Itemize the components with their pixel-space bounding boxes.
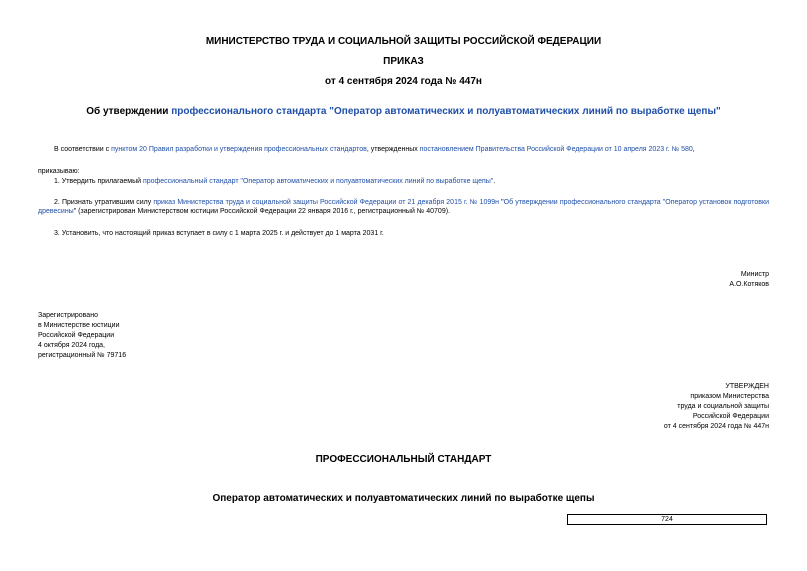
preamble-text-1: В соответствии с [54,146,112,153]
registration-number: 724 [661,516,673,523]
signature-position: Министр [740,271,769,278]
rules-point-20-link[interactable]: пунктом 20 Правил разработки и утверждения профессиональных стандартов [111,146,367,153]
item-1-end: . [493,178,496,185]
approval-line-4: Российской Федерации [692,413,769,420]
document-title [0,106,807,117]
title-standard-link[interactable]: профессионального стандарта "Оператор автоматических и полуавтоматических линий по выработке щепы" [171,106,721,117]
order-word: приказываю: [38,168,80,175]
item-2-end: " (зарегистрирован Министерством юстиции Российской Федерации 22 января 2016 г., регистрационный № 40709). [73,208,450,215]
approval-line-5: от 4 сентября 2024 года № 447н [663,423,769,430]
registration-line-3: Российской Федерации [38,332,115,339]
old-standard-link[interactable]: Об утверждении профессионального стандарта "Оператор установок подготовки древесины [38,199,769,215]
item-2-text: 2. Признать утратившим силу [54,199,154,206]
item-2 [38,198,769,216]
preamble-text-2: , утвержденных [366,146,420,153]
registration-number-box [567,514,767,525]
item-3: 3. Установить, что настоящий приказ вступает в силу с 1 марта 2025 г. и действует до 1 марта 2031 г. [54,230,384,237]
registration-line-2: в Министерстве юстиции [38,322,120,329]
approval-line-3: труда и социальной защиты [677,403,769,410]
approval-line-1: УТВЕРЖДЕН [725,383,769,390]
preamble-paragraph [54,145,774,154]
doc-type-heading: ПРИКАЗ [383,56,424,67]
doc-date-number: от 4 сентября 2024 года № 447н [325,76,482,87]
standard-name: Оператор автоматических и полуавтоматических линий по выработке щепы [212,493,595,504]
registration-block [38,311,126,361]
preamble-text-3: , [692,146,695,153]
approval-line-2: приказом Министерства [690,393,769,400]
title-prefix: Об утверждении [86,106,172,117]
item-1-text: 1. Утвердить прилагаемый [54,178,143,185]
government-decree-link[interactable]: постановлением Правительства Российской Федерации от 10 апреля 2023 г. № 580 [419,146,693,153]
repealed-order-link[interactable]: приказ Министерства труда и социальной защиты Российской Федерации от 21 декабря 2015 г. № 1099н [153,199,500,206]
item-1 [54,177,769,186]
registration-line-1: Зарегистрировано [38,312,98,319]
standard-heading: ПРОФЕССИОНАЛЬНЫЙ СТАНДАРТ [315,454,492,465]
signature-name: А.О.Котяков [729,281,769,288]
signature-block [729,270,769,290]
ministry-heading: МИНИСТЕРСТВО ТРУДА И СОЦИАЛЬНОЙ ЗАЩИТЫ РОССИЙСКОЙ ФЕДЕРАЦИИ [205,36,602,47]
registration-line-5: регистрационный № 79716 [38,352,127,359]
approval-block [664,382,769,432]
item-2-quote: " [499,199,504,206]
registration-line-4: 4 октября 2024 года, [38,342,106,349]
standard-attachment-link[interactable]: профессиональный стандарт "Оператор автоматических и полуавтоматических линий по выработке щепы" [142,178,494,185]
